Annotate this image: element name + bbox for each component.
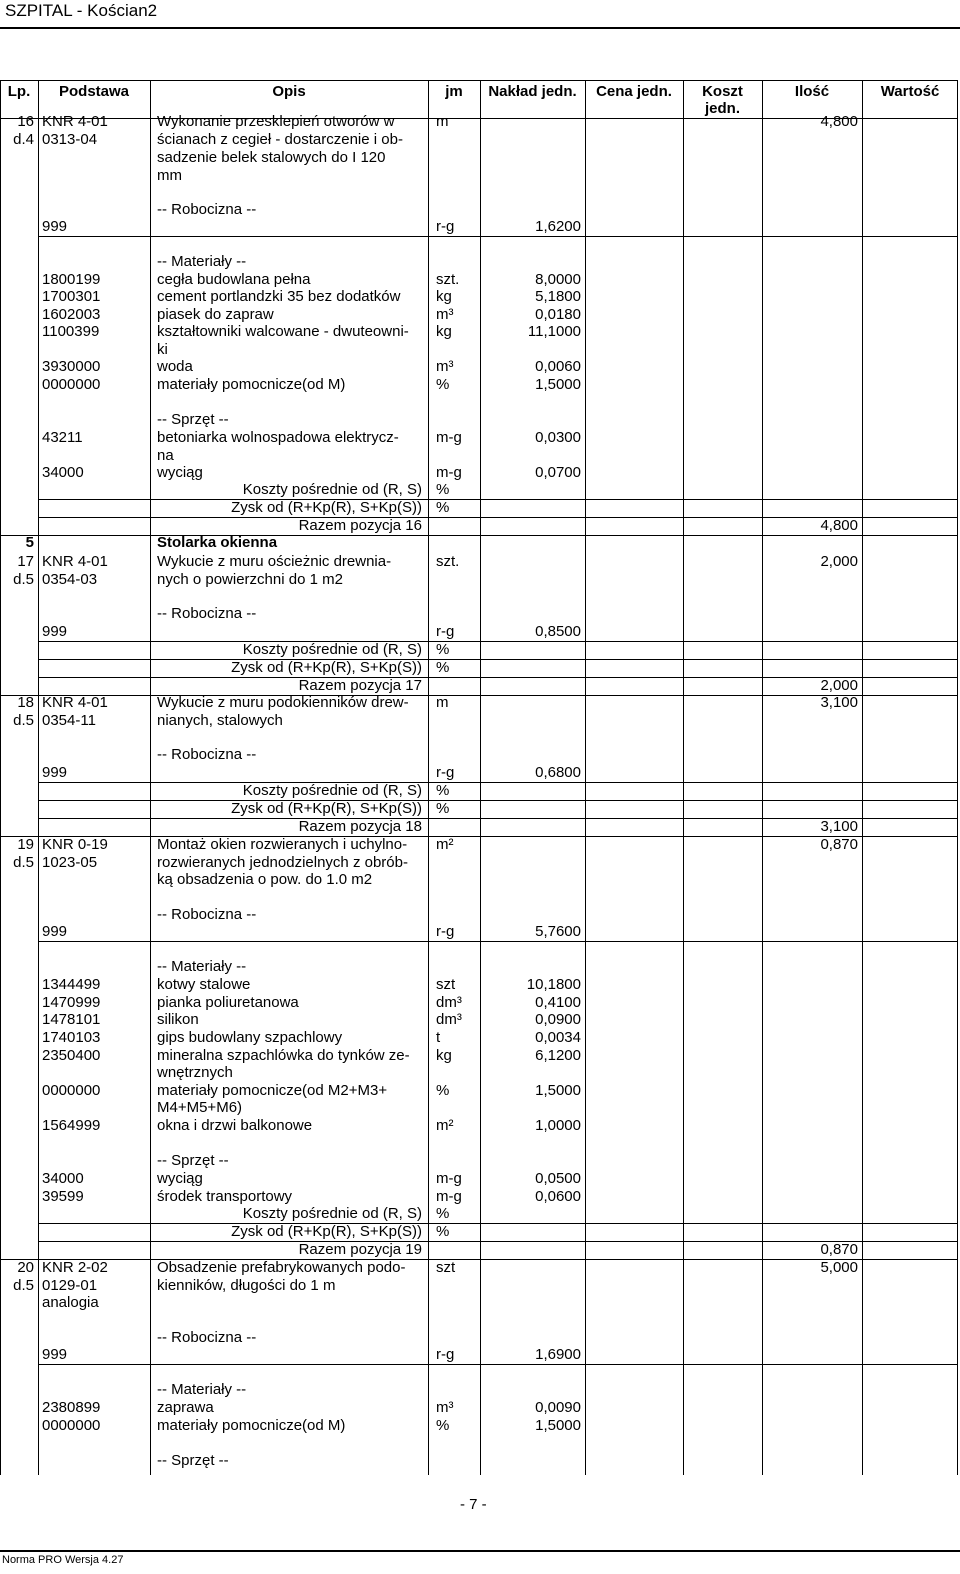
column-divider [585,80,586,1475]
row-summary-label: Zysk od (R+Kp(R), S+Kp(S)) [231,1223,422,1240]
row-podstawa: 1478101 [42,1011,101,1028]
row-ilosc: 4,800 [820,113,858,130]
row-podstawa: KNR 0-19 [42,836,108,853]
column-header-pod: Podstawa [58,83,130,100]
row-opis: piasek do zapraw [157,306,274,323]
row-podstawa: 2380899 [42,1399,101,1416]
column-divider [957,80,958,1475]
row-jm: t [436,1029,441,1046]
row-podstawa: 1602003 [42,306,101,323]
row-opis: gips budowlany szpachlowy [157,1029,343,1046]
row-lp: d.5 [13,854,34,871]
row-naklad: 5,1800 [535,288,581,305]
row-jm: m² [436,836,454,853]
row-opis: -- Materiały -- [157,253,247,270]
row-opis: -- Sprzęt -- [157,1452,229,1469]
row-opis: cement portlandzki 35 bez dodatków [157,288,401,305]
row-opis: woda [157,358,193,375]
row-naklad: 0,0300 [535,429,581,446]
row-ilosc: 0,870 [820,1241,858,1258]
row-podstawa: KNR 4-01 [42,694,108,711]
row-lp: 17 [17,553,34,570]
row-podstawa: KNR 4-01 [42,553,108,570]
row-jm: m [436,113,449,130]
column-header-ilosc: Ilość [794,83,830,100]
row-summary-label: Koszty pośrednie od (R, S) [242,1205,422,1222]
row-ilosc: 2,000 [820,677,858,694]
row-jm: kg [436,1047,452,1064]
row-jm: % [436,1223,450,1240]
row-lp: d.4 [13,131,34,148]
row-opis: zaprawa [157,1399,214,1416]
row-podstawa: 999 [42,1346,68,1363]
column-header-cena: Cena jedn. [596,83,672,100]
row-opis: rozwieranych jednodzielnych z obrób- [157,854,408,871]
row-podstawa: 39599 [42,1188,84,1205]
column-header-naklad: Nakład jedn. [488,83,577,100]
row-opis: -- Sprzęt -- [157,1152,229,1169]
row-naklad: 0,0700 [535,464,581,481]
row-summary-label: Zysk od (R+Kp(R), S+Kp(S)) [231,800,422,817]
row-lp: 16 [17,113,34,130]
row-rule [38,236,958,237]
row-naklad: 0,4100 [535,994,581,1011]
row-naklad: 8,0000 [535,271,581,288]
row-podstawa: 2350400 [42,1047,101,1064]
row-summary-label: Razem pozycja 19 [298,1241,422,1258]
row-opis: środek transportowy [157,1188,293,1205]
software-footer: Norma PRO Wersja 4.27 [2,1554,124,1566]
row-jm: szt. [436,271,460,288]
row-podstawa: 34000 [42,1170,84,1187]
row-podstawa: 0129-01 [42,1277,98,1294]
row-podstawa: analogia [42,1294,99,1311]
row-naklad: 0,0180 [535,306,581,323]
row-opis: materiały pomocnicze(od M) [157,1417,346,1434]
row-naklad: 1,6900 [535,1346,581,1363]
column-divider [683,80,684,1475]
row-ilosc: 5,000 [820,1259,858,1276]
column-divider [150,80,151,1475]
row-jm: % [436,1417,450,1434]
row-rule [38,1364,958,1365]
row-opis: na [157,447,174,464]
column-divider [38,80,39,1475]
row-naklad: 0,6800 [535,764,581,781]
row-opis: mm [157,167,182,184]
row-jm: m-g [436,1188,462,1205]
row-naklad: 1,6200 [535,218,581,235]
row-ilosc: 3,100 [820,818,858,835]
row-ilosc: 0,870 [820,836,858,853]
row-naklad: 0,8500 [535,623,581,640]
row-podstawa: 1564999 [42,1117,101,1134]
row-summary-label: Koszty pośrednie od (R, S) [242,641,422,658]
row-opis: -- Sprzęt -- [157,411,229,428]
row-opis: mineralna szpachlówka do tynków ze- [157,1047,410,1064]
row-opis: materiały pomocnicze(od M) [157,376,346,393]
row-opis: sadzenie belek stalowych do I 120 [157,149,386,166]
row-jm: m³ [436,306,454,323]
row-podstawa: 0000000 [42,1082,101,1099]
row-opis: M4+M5+M6) [157,1099,243,1116]
row-opis: wnętrznych [157,1064,233,1081]
row-naklad: 1,5000 [535,1417,581,1434]
column-divider [862,80,863,1475]
row-naklad: 1,0000 [535,1117,581,1134]
row-jm: m³ [436,358,454,375]
row-jm: dm³ [436,994,462,1011]
row-naklad: 0,0600 [535,1188,581,1205]
row-podstawa: KNR 2-02 [42,1259,108,1276]
row-jm: kg [436,288,452,305]
row-opis: betoniarka wolnospadowa elektrycz- [157,429,399,446]
row-jm: r-g [436,1346,455,1363]
row-summary-label: Koszty pośrednie od (R, S) [242,481,422,498]
row-jm: % [436,1205,450,1222]
row-opis: -- Materiały -- [157,1381,247,1398]
row-jm: m [436,694,449,711]
row-jm: szt [436,976,456,993]
row-podstawa: 1700301 [42,288,101,305]
page-number: - 7 - [460,1496,487,1513]
row-opis: ścianach z cegieł - dostarczenie i ob- [157,131,403,148]
row-opis: ki [157,341,168,358]
column-header-jm: jm [445,83,463,100]
row-podstawa: 999 [42,764,68,781]
row-opis: -- Robocizna -- [157,746,257,763]
row-summary-label: Zysk od (R+Kp(R), S+Kp(S)) [231,499,422,516]
row-jm: dm³ [436,1011,462,1028]
row-lp: d.5 [13,712,34,729]
column-divider [428,80,429,1475]
row-podstawa: 999 [42,923,68,940]
row-opis: -- Robocizna -- [157,1329,257,1346]
row-ilosc: 3,100 [820,694,858,711]
footer-rule [0,1550,960,1552]
row-opis: Wykucie z muru podokienników drew- [157,694,409,711]
row-jm: % [436,376,450,393]
row-podstawa: 0000000 [42,376,101,393]
row-lp: 5 [25,534,34,551]
row-jm: % [436,659,450,676]
row-jm: % [436,641,450,658]
row-opis: Stolarka okienna [157,534,278,551]
row-summary-label: Razem pozycja 18 [298,818,422,835]
row-jm: % [436,1082,450,1099]
document-title: SZPITAL - Kościan2 [5,1,158,20]
row-opis: okna i drzwi balkonowe [157,1117,313,1134]
row-summary-label: Razem pozycja 16 [298,517,422,534]
row-naklad: 0,0060 [535,358,581,375]
row-lp: 19 [17,836,34,853]
row-podstawa: 0354-03 [42,571,98,588]
row-summary-label: Koszty pośrednie od (R, S) [242,782,422,799]
row-lp: 18 [17,694,34,711]
row-podstawa: 1740103 [42,1029,101,1046]
row-opis: wyciąg [157,464,203,481]
row-podstawa: 0000000 [42,1417,101,1434]
row-jm: m-g [436,464,462,481]
row-naklad: 1,5000 [535,376,581,393]
row-podstawa: 34000 [42,464,84,481]
row-opis: kotwy stalowe [157,976,251,993]
row-naklad: 10,1800 [526,976,581,993]
row-opis: materiały pomocnicze(od M2+M3+ [157,1082,388,1099]
row-jm: % [436,800,450,817]
row-opis: nych o powierzchni do 1 m2 [157,571,343,588]
row-opis: Wykonanie przesklepień otworów w [157,113,395,130]
row-jm: m³ [436,1399,454,1416]
row-jm: szt [436,1259,456,1276]
row-opis: kienników, długości do 1 m [157,1277,336,1294]
row-podstawa: 43211 [42,429,83,446]
row-podstawa: 999 [42,623,68,640]
row-jm: r-g [436,218,455,235]
row-jm: % [436,481,450,498]
row-opis: cegła budowlana pełna [157,271,311,288]
row-naklad: 0,0034 [535,1029,581,1046]
row-podstawa: 0313-04 [42,131,98,148]
row-lp: d.5 [13,571,34,588]
row-podstawa: 1800199 [42,271,101,288]
row-podstawa: 1344499 [42,976,101,993]
row-jm: r-g [436,764,455,781]
row-opis: wyciąg [157,1170,203,1187]
row-podstawa: KNR 4-01 [42,113,108,130]
row-jm: m² [436,1117,454,1134]
column-header-koszt: Koszt jedn. [702,83,743,117]
row-jm: m-g [436,1170,462,1187]
header-rule [0,27,960,29]
row-podstawa: 0354-11 [42,712,96,729]
row-opis: silikon [157,1011,199,1028]
row-lp: 20 [17,1259,34,1276]
row-naklad: 6,1200 [535,1047,581,1064]
row-ilosc: 4,800 [820,517,858,534]
row-opis: -- Materiały -- [157,958,247,975]
row-naklad: 5,7600 [535,923,581,940]
row-naklad: 11,1000 [527,323,581,340]
row-opis: pianka poliuretanowa [157,994,299,1011]
row-opis: -- Robocizna -- [157,605,257,622]
row-jm: kg [436,323,452,340]
row-jm: r-g [436,623,455,640]
row-jm: m-g [436,429,462,446]
row-naklad: 0,0090 [535,1399,581,1416]
row-jm: szt. [436,553,460,570]
row-jm: % [436,782,450,799]
row-lp: d.5 [13,1277,34,1294]
row-summary-label: Zysk od (R+Kp(R), S+Kp(S)) [231,659,422,676]
row-podstawa: 999 [42,218,68,235]
row-opis: kształtowniki walcowane - dwuteowni- [157,323,409,340]
row-podstawa: 3930000 [42,358,101,375]
column-header-lp: Lp. [7,83,31,100]
row-ilosc: 2,000 [820,553,858,570]
row-opis: Obsadzenie prefabrykowanych podo- [157,1259,406,1276]
row-opis: -- Robocizna -- [157,201,257,218]
row-jm: % [436,499,450,516]
row-naklad: 0,0500 [535,1170,581,1187]
row-summary-label: Razem pozycja 17 [298,677,422,694]
row-opis: Wykucie z muru ościeżnic drewnia- [157,553,392,570]
row-jm: r-g [436,923,455,940]
row-podstawa: 1470999 [42,994,101,1011]
row-opis: nianych, stalowych [157,712,283,729]
row-podstawa: 1023-05 [42,854,98,871]
column-header-wart: Wartość [880,83,940,100]
row-opis: -- Robocizna -- [157,906,257,923]
row-podstawa: 1100399 [42,323,100,340]
row-opis: ką obsadzenia o pow. do 1.0 m2 [157,871,373,888]
row-naklad: 1,5000 [535,1082,581,1099]
row-opis: Montaż okien rozwieranych i uchylno- [157,836,408,853]
column-header-opis: Opis [272,83,306,100]
row-rule [38,941,958,942]
header-top-rule [0,80,958,81]
row-naklad: 0,0900 [535,1011,581,1028]
